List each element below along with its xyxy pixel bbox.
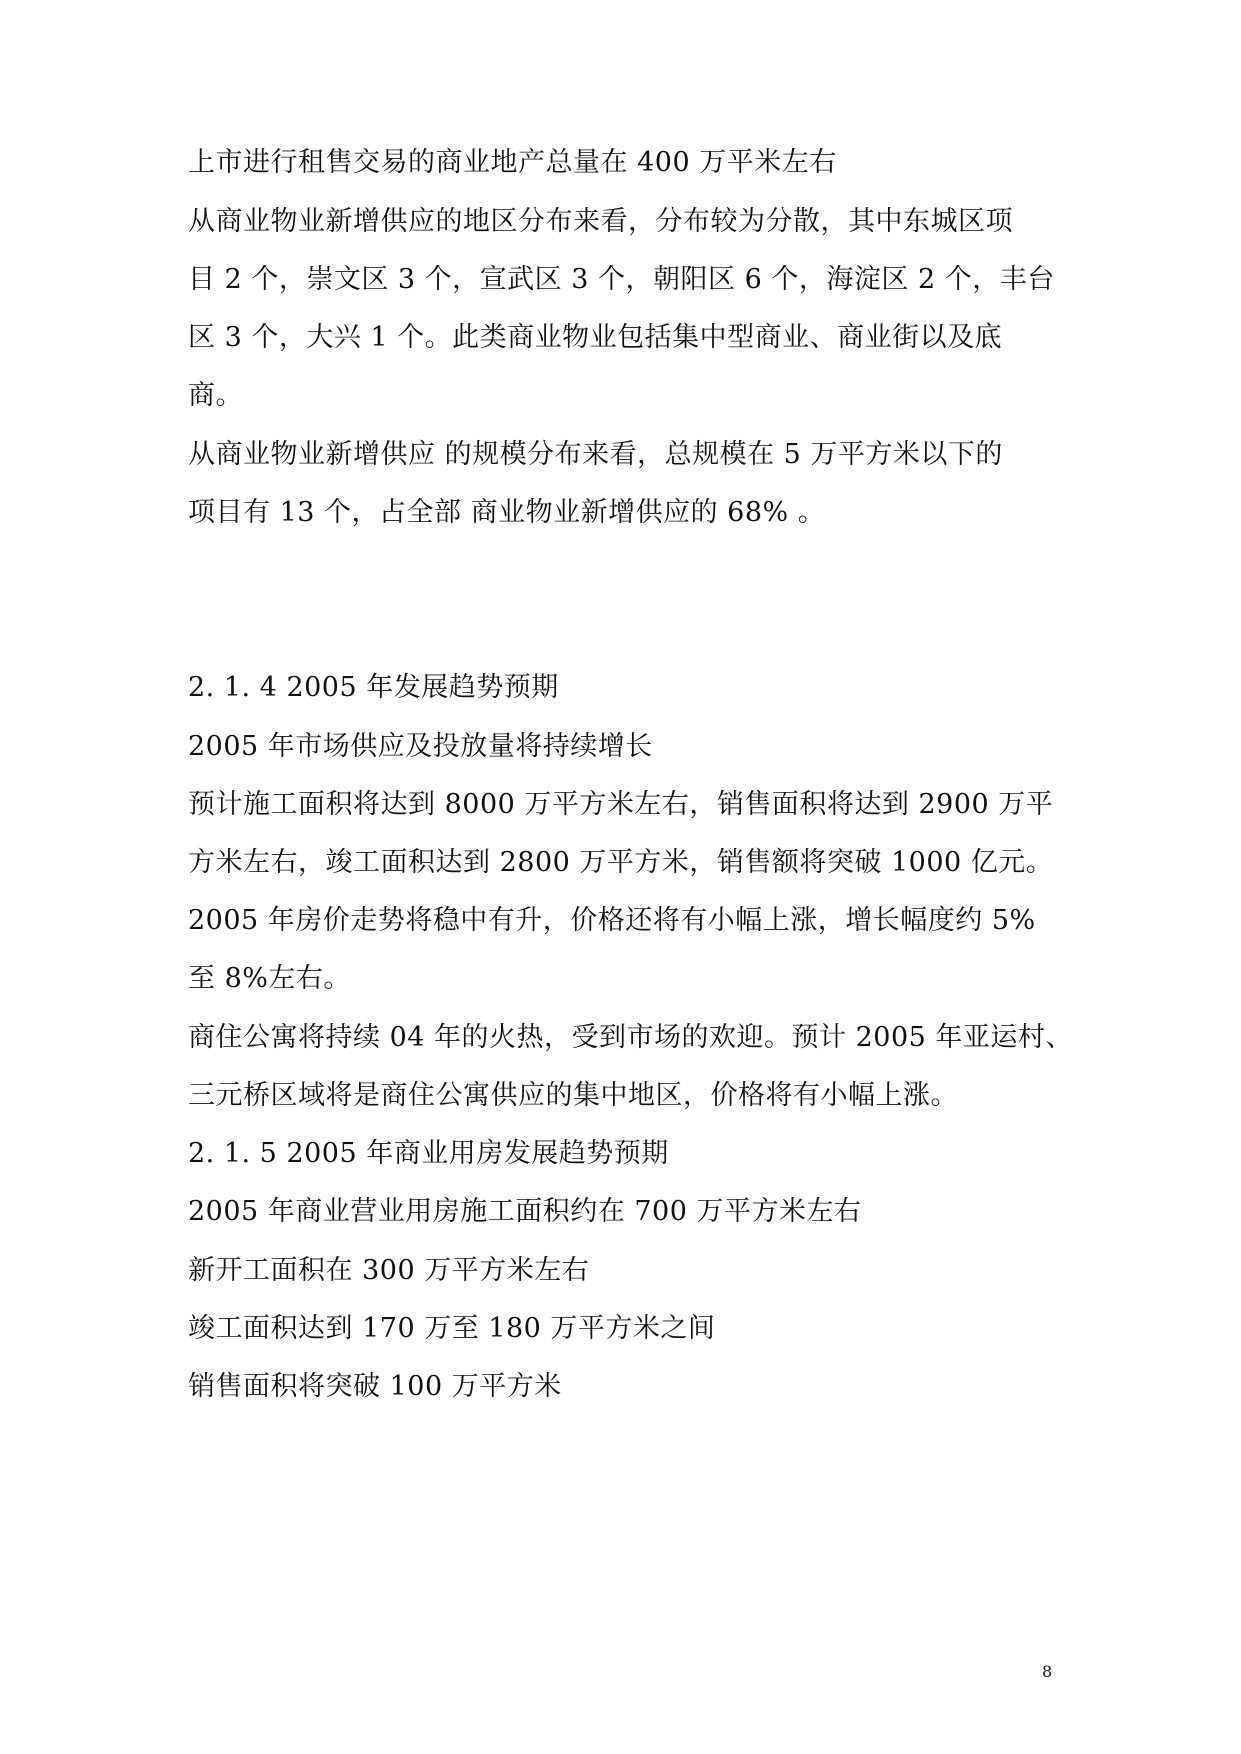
text-line: 三元桥区域将是商住公寓供应的集中地区，价格将有小幅上涨。 (188, 1080, 958, 1111)
text-line: 销售面积将突破 100 万平方米 (188, 1371, 562, 1402)
text-line: 新开工面积在 300 万平方米左右 (188, 1255, 590, 1286)
text-line: 从商业物业新增供应 的规模分布来看，总规模在 5 万平方米以下的 (188, 439, 1003, 470)
text-line: 至 8%左右。 (188, 963, 351, 994)
text-line: 2005 年商业营业用房施工面积约在 700 万平方米左右 (188, 1196, 862, 1227)
text-line: 商住公寓将持续 04 年的火热，受到市场的欢迎。预计 2005 年亚运村、 (188, 1022, 1073, 1053)
page-number: 8 (1042, 1662, 1053, 1681)
text-line: 目 2 个，崇文区 3 个，宣武区 3 个，朝阳区 6 个，海淀区 2 个，丰台 (188, 264, 1055, 295)
text-line: 方米左右，竣工面积达到 2800 万平方米，销售额将突破 1000 亿元。 (188, 847, 1054, 878)
text-line: 商。 (188, 380, 243, 411)
section-heading: 2. 1. 4 2005 年发展趋势预期 (188, 672, 559, 703)
text-line: 2005 年市场供应及投放量将持续增长 (188, 731, 653, 762)
text-line: 区 3 个，大兴 1 个。此类商业物业包括集中型商业、商业街以及底 (188, 322, 1003, 353)
section-heading: 2. 1. 5 2005 年商业用房发展趋势预期 (188, 1138, 669, 1169)
text-line: 预计施工面积将达到 8000 万平方米左右，销售面积将达到 2900 万平 (188, 789, 1054, 820)
text-line: 项目有 13 个，占全部 商业物业新增供应的 68% 。 (188, 497, 826, 528)
text-line: 上市进行租售交易的商业地产总量在 400 万平米左右 (188, 147, 837, 178)
text-line: 从商业物业新增供应的地区分布来看，分布较为分散，其中东城区项 (188, 206, 1013, 237)
text-line: 2005 年房价走势将稳中有升，价格还将有小幅上涨，增长幅度约 5% (188, 905, 1036, 936)
text-line: 竣工面积达到 170 万至 180 万平方米之间 (188, 1313, 716, 1344)
